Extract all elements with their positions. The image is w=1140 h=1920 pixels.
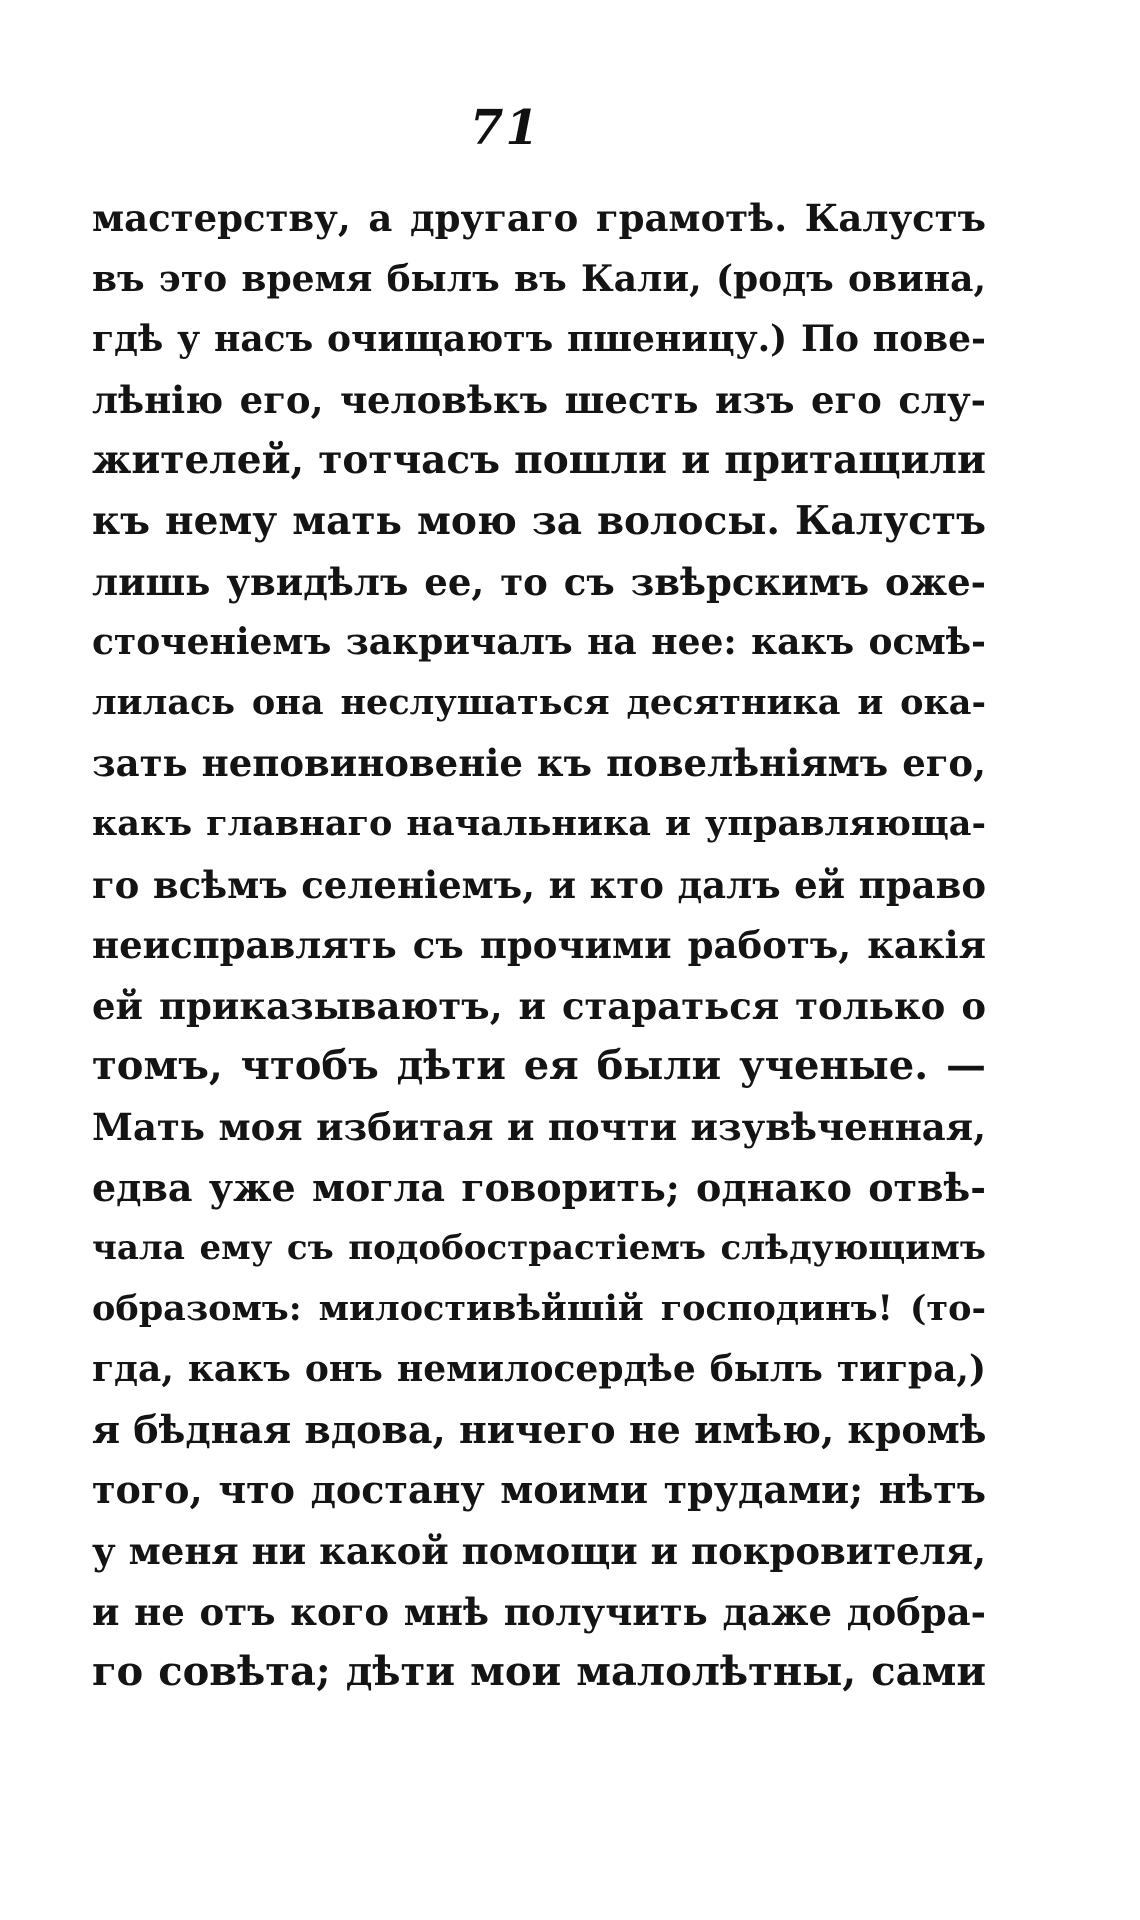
text-line: неисправлять съ прочими работъ, какія — [92, 923, 986, 968]
text-line: чала ему съ подобострастіемъ слѣдующимъ — [92, 1228, 986, 1269]
text-line: го совѣта; дѣти мои малолѣтны, сами — [92, 1648, 986, 1696]
text-line: ей приказываютъ, и стараться только о — [92, 983, 986, 1028]
text-line: гдѣ у насъ очищаютъ пшеницу.) По пове- — [92, 318, 986, 361]
text-line: въ это время былъ въ Кали, (родъ овина, — [92, 257, 986, 300]
text-line: гда, какъ онъ немилосердѣе былъ тигра,) — [92, 1348, 986, 1391]
text-line: лилась она неслушаться десятника и ока- — [92, 681, 986, 723]
text-line: зать неповиновеніе къ повелѣніямъ его, — [92, 741, 986, 786]
page-number: 71 — [470, 100, 541, 156]
text-line: едва уже могла говорить; однако отвѣ- — [92, 1164, 986, 1210]
body-text — [92, 188, 986, 1703]
text-line: къ нему мать мою за волосы. Калустъ — [92, 497, 986, 544]
text-line: и не отъ кого мнѣ получить даже добра- — [92, 1589, 986, 1634]
text-line: у меня ни какой помощи и покровителя, — [92, 1529, 986, 1574]
text-line: того, что достану моими трудами; нѣтъ — [92, 1467, 986, 1513]
text-line: сточеніемъ закричалъ на нее: какъ осмѣ- — [92, 621, 986, 664]
text-line: Мать моя избитая и почти изувѣченная, — [92, 1104, 986, 1149]
text-line: жителей, тотчасъ пошли и притащили — [92, 437, 986, 484]
text-line: лѣнію его, человѣкъ шесть изъ его слу- — [92, 377, 986, 422]
text-line: какъ главнаго начальника и управляюща- — [92, 802, 986, 844]
text-line: я бѣдная вдова, ничего не имѣю, кромѣ — [92, 1406, 986, 1452]
text-line: томъ, чтобъ дѣти ея были ученые. — — [92, 1042, 986, 1090]
text-line: образомъ: милостивѣйшій господинъ! (то- — [92, 1287, 986, 1329]
text-line: лишь увидѣлъ ее, то съ звѣрскимъ оже- — [92, 559, 986, 604]
text-line: го всѣмъ селеніемъ, и кто далъ ей право — [92, 862, 986, 907]
text-line: мастерству, а другаго грамотѣ. Калустъ — [92, 196, 986, 240]
